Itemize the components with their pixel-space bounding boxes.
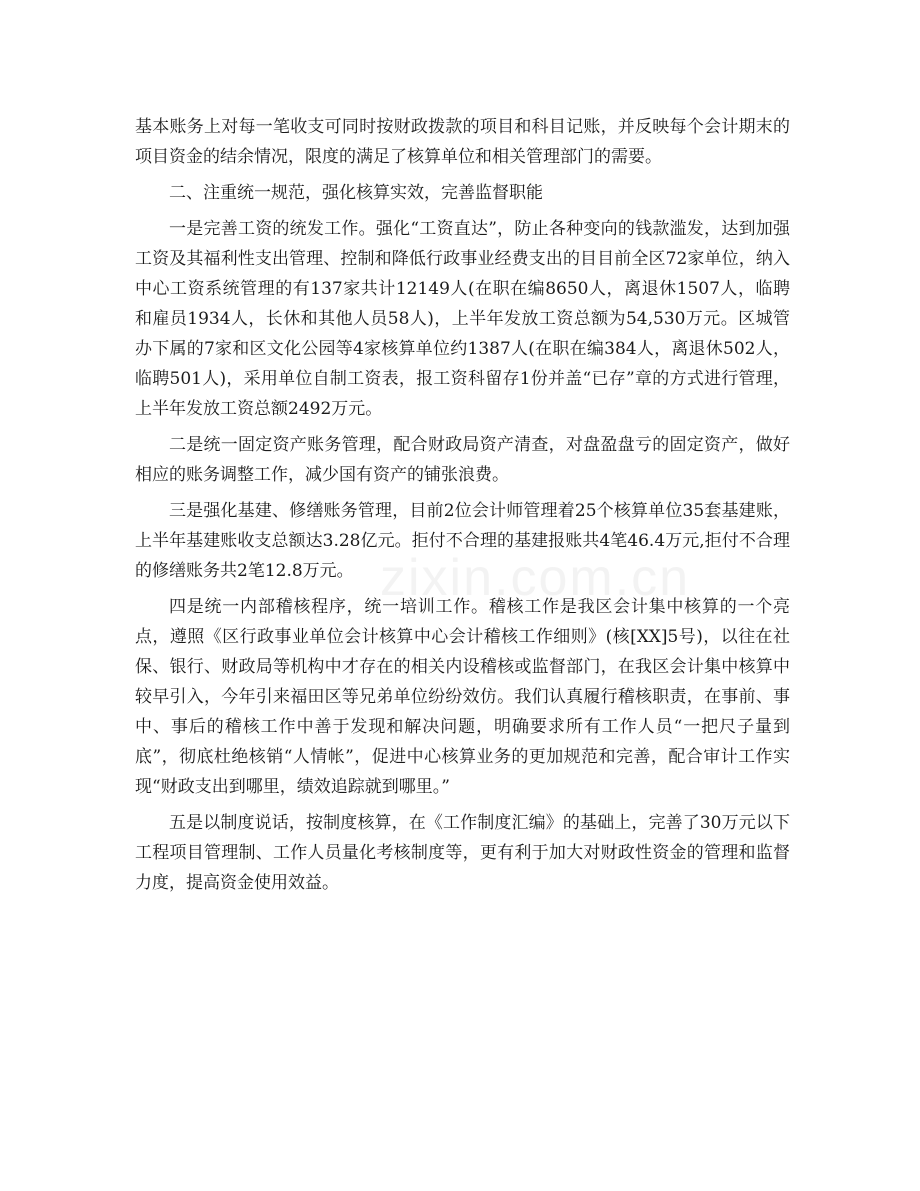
watermark: zixin.com.cn (380, 549, 691, 607)
paragraph: 基本账务上对每一笔收支可同时按财政拨款的项目和科目记账，并反映每个会计期末的项目资金的结余情况，限度的满足了核算单位和相关管理部门的需要。 (135, 117, 790, 167)
paragraph: 四是统一内部稽核程序，统一培训工作。稽核工作是我区会计集中核算的一个亮点，遵照《区行政事业单位会计核算中心会计稽核工作细则》(核[XX]5号)，以往在社保、银行、财政局等机构中才存在的相关内设稽核或监督部门，在我区会计集中核算中较早引入，今年引来福田区等兄弟单位纷纷效仿。我们认真履行稽核职责，在事前、事中、事后的稽核工作中善于发现和解决问题，明确要求所有工作人员“一把尺子量到底”，彻底杜绝核销“人情帐”，促进中心核算业务的更加规范和完善，配合审计工作实现“财政支出到哪里，绩效追踪就到哪里。” (135, 597, 790, 797)
paragraph: 一是完善工资的统发工作。强化“工资直达”，防止各种变向的钱款滥发，达到加强工资及其福利性支出管理、控制和降低行政事业经费支出的目目前全区72家单位，纳入中心工资系统管理的有137家共计12149人(在职在编8650人，离退休1507人，临聘和雇员1934人，长休和其他人员58人)，上半年发放工资总额为54,530万元。区城管办下属的7家和区文化公园等4家核算单位约1387人(在职在编384人，离退休502人，临聘501人)，采用单位自制工资表，报工资科留存1份并盖“已存”章的方式进行管理，上半年发放工资总额2492万元。 (135, 219, 790, 419)
paragraph: 二是统一固定资产账务管理，配合财政局资产清查，对盘盈盘亏的固定资产，做好相应的账务调整工作，减少国有资产的铺张浪费。 (135, 435, 790, 485)
document-body (135, 112, 790, 904)
paragraph: 五是以制度说话，按制度核算，在《工作制度汇编》的基础上，完善了30万元以下工程项目管理制、工作人员量化考核制度等，更有利于加大对财政性资金的管理和监督力度，提高资金使用效益。 (135, 813, 790, 893)
paragraph: 三是强化基建、修缮账务管理，目前2位会计师管理着25个核算单位35套基建账，上半年基建账收支总额达3.28亿元。拒付不合理的基建报账共4笔46.4万元,拒付不合理的修缮账务共2笔12.8万元。 (135, 501, 790, 581)
section-heading: 二、注重统一规范，强化核算实效，完善监督职能 (169, 183, 543, 203)
